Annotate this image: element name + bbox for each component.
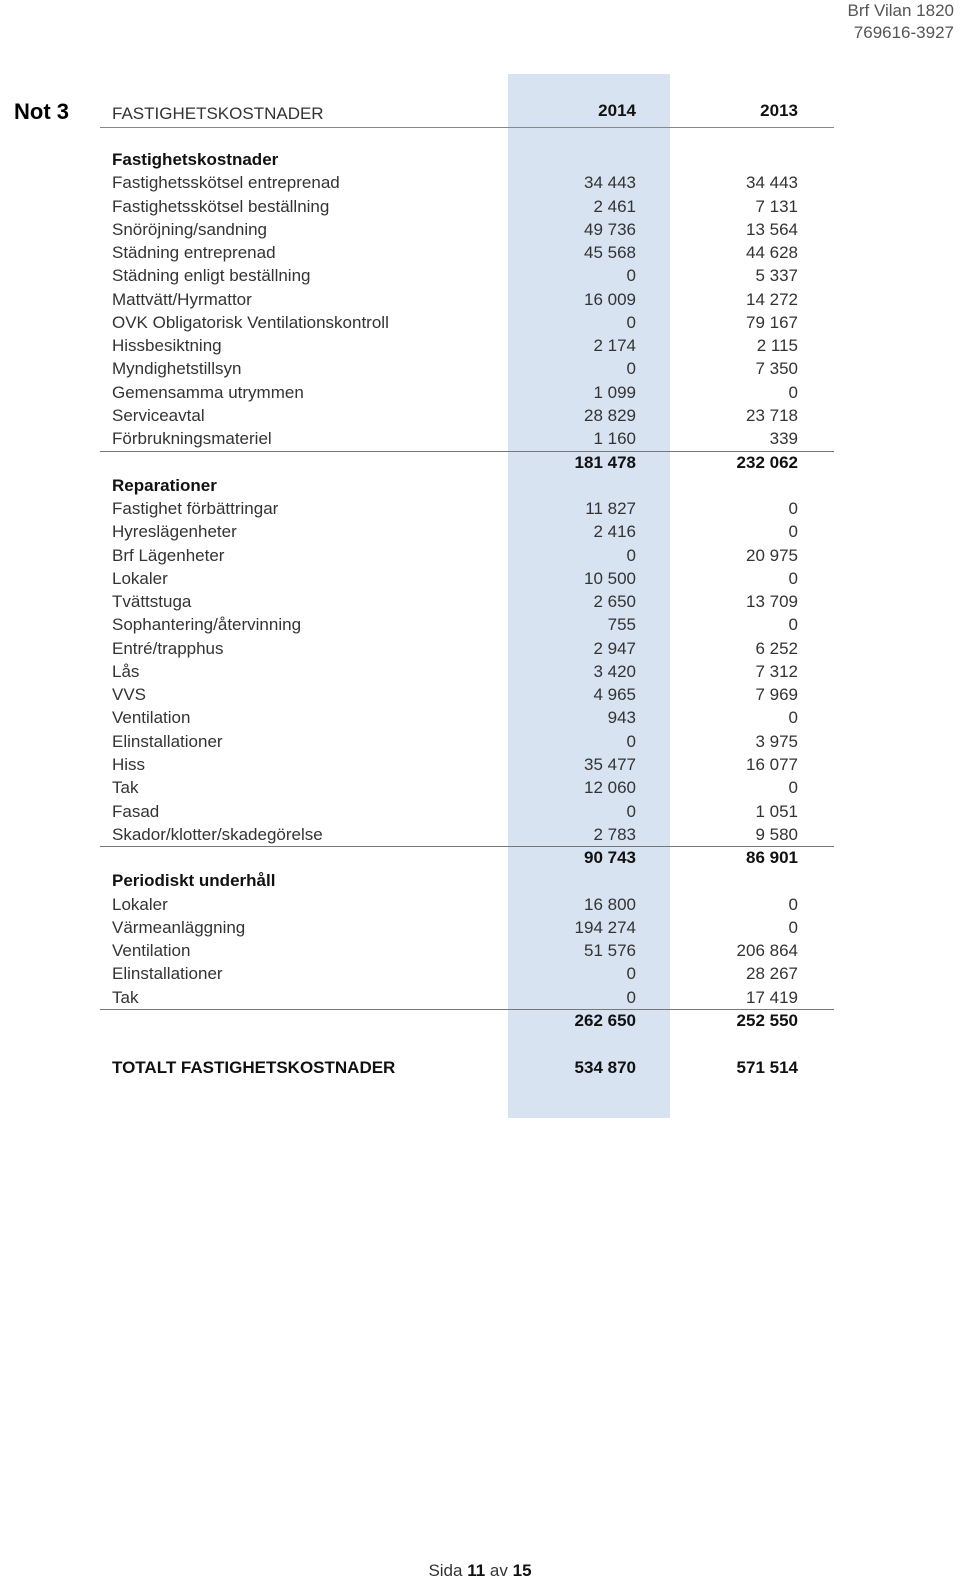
table-row [0,893,960,916]
value-2013: 0 [788,708,798,727]
row-label: Hyreslägenheter [112,522,237,541]
value-2013: 34 443 [746,173,798,192]
table-row [0,171,960,194]
table-row [0,939,960,962]
row-label: Förbrukningsmateriel [112,429,272,448]
row-label: Fastighetsskötsel entreprenad [112,173,340,192]
table-row [0,683,960,706]
value-2014: 16 009 [584,290,636,309]
table-row [0,730,960,753]
footer-page-number: 11 [467,1561,486,1580]
page-footer [0,1561,960,1581]
row-label: Tak [112,778,139,797]
organization-header [848,0,954,44]
row-label: Elinstallationer [112,732,223,751]
value-2013: 44 628 [746,243,798,262]
row-label: Värmeanläggning [112,918,246,937]
table-row [0,195,960,218]
value-2014: 2 461 [593,197,636,216]
table-row [0,381,960,404]
value-2013: 206 864 [736,941,798,960]
value-2013: 571 514 [736,1058,798,1077]
value-2013: 7 312 [755,662,798,681]
value-2014: 10 500 [584,569,636,588]
table-row [0,520,960,543]
table-row [0,962,960,985]
value-2013: 7 350 [755,359,798,378]
value-2013: 16 077 [746,755,798,774]
organization-name: Brf Vilan 1820 [847,1,954,20]
table-row [0,404,960,427]
value-2013: 23 718 [746,406,798,425]
value-2013: 1 051 [755,802,798,821]
value-2013: 28 267 [746,964,798,983]
value-2013: 13 564 [746,220,798,239]
row-label: OVK Obligatorisk Ventilationskontroll [112,313,389,332]
value-2013: 17 419 [746,988,798,1007]
row-label: Skador/klotter/skadegörelse [112,825,323,844]
row-label: TOTALT FASTIGHETSKOSTNADER [112,1058,396,1077]
table-row [0,311,960,334]
value-2014: 28 829 [584,406,636,425]
table-row [0,637,960,660]
row-label: Entré/trapphus [112,639,224,658]
value-2014: 12 060 [584,778,636,797]
row-label: Mattvätt/Hyrmattor [112,290,252,309]
row-label: Lokaler [112,569,168,588]
value-2014: 0 [626,964,636,983]
table-row [0,288,960,311]
table-row [0,427,960,450]
note-title: FASTIGHETSKOSTNADER [112,104,324,123]
note-number: Not 3 [14,99,69,124]
table-row [0,823,960,846]
row-label: Periodiskt underhåll [112,871,276,890]
value-2014: 35 477 [584,755,636,774]
row-label: Snöröjning/sandning [112,220,268,239]
value-2013: 7 969 [755,685,798,704]
value-2013: 6 252 [755,639,798,658]
value-2014: 194 274 [574,918,636,937]
value-2014: 943 [607,708,636,727]
table-row [0,916,960,939]
value-2014: 0 [626,313,636,332]
table-row [0,706,960,729]
row-label: Lokaler [112,895,168,914]
value-2014: 4 965 [593,685,636,704]
row-label: VVS [112,685,147,704]
table-row [0,218,960,241]
table-row [0,567,960,590]
value-2013: 0 [788,778,798,797]
value-2013: 20 975 [746,546,798,565]
value-2014: 0 [626,266,636,285]
value-2013: 14 272 [746,290,798,309]
row-label: Fasad [112,802,160,821]
value-2013: 252 550 [736,1011,798,1030]
value-2013: 0 [788,918,798,937]
row-label: Tvättstuga [112,592,192,611]
value-2013: 232 062 [736,453,798,472]
table-row [0,986,960,1009]
table-row [0,544,960,567]
row-label: Lås [112,662,140,681]
value-2014: 0 [626,802,636,821]
value-2014: 2 947 [593,639,636,658]
value-2014: 2 650 [593,592,636,611]
value-2013: 0 [788,615,798,634]
row-label: Myndighetstillsyn [112,359,242,378]
row-label: Hissbesiktning [112,336,222,355]
row-label: Fastighetskostnader [112,150,279,169]
value-2014: 16 800 [584,895,636,914]
row-label: Ventilation [112,708,191,727]
column-header-2013: 2013 [760,101,798,120]
value-2013: 0 [788,895,798,914]
footer-middle: av [489,1561,508,1580]
value-2014: 34 443 [584,173,636,192]
value-2014: 0 [626,988,636,1007]
table-row [0,800,960,823]
value-2013: 339 [769,429,798,448]
row-label: Gemensamma utrymmen [112,383,304,402]
section-heading [0,869,960,892]
row-label: Hiss [112,755,146,774]
row-label: Serviceavtal [112,406,205,425]
value-2014: 1 160 [593,429,636,448]
row-label: Fastighet förbättringar [112,499,279,518]
row-label: Fastighetsskötsel beställning [112,197,330,216]
value-2013: 79 167 [746,313,798,332]
value-2014: 534 870 [574,1058,636,1077]
value-2014: 181 478 [574,453,636,472]
row-label: Reparationer [112,476,217,495]
value-2014: 755 [607,615,636,634]
table-row [0,357,960,380]
value-2014: 49 736 [584,220,636,239]
row-label: Städning entreprenad [112,243,276,262]
value-2014: 0 [626,732,636,751]
footer-page-total: 15 [512,1561,532,1580]
value-2014: 0 [626,359,636,378]
value-2013: 0 [788,499,798,518]
value-2013: 5 337 [755,266,798,285]
subtotal-row [0,451,960,474]
table-row [0,241,960,264]
table-row [0,590,960,613]
value-2014: 3 420 [593,662,636,681]
value-2013: 3 975 [755,732,798,751]
table-row [0,753,960,776]
row-label: Sophantering/återvinning [112,615,302,634]
value-2013: 9 580 [755,825,798,844]
value-2014: 2 174 [593,336,636,355]
table-row [0,264,960,287]
value-2014: 90 743 [584,848,636,867]
value-2014: 262 650 [574,1011,636,1030]
value-2013: 0 [788,569,798,588]
row-label: Städning enligt beställning [112,266,311,285]
value-2014: 1 099 [593,383,636,402]
organization-number: 769616-3927 [853,23,954,42]
value-2013: 0 [788,522,798,541]
value-2013: 86 901 [746,848,798,867]
table-row [0,660,960,683]
table-row [0,497,960,520]
value-2014: 2 783 [593,825,636,844]
column-header-2014: 2014 [598,101,636,120]
header-divider [100,127,834,128]
row-label: Elinstallationer [112,964,223,983]
table-row [0,776,960,799]
value-2013: 13 709 [746,592,798,611]
value-2014: 2 416 [593,522,636,541]
table-row [0,613,960,636]
subtotal-row [0,846,960,869]
subtotal-row [0,1009,960,1032]
grand-total-row [0,1056,960,1079]
footer-prefix: Sida [428,1561,463,1580]
value-2013: 0 [788,383,798,402]
value-2014: 11 827 [585,499,636,518]
row-label: Tak [112,988,139,1007]
value-2014: 0 [626,546,636,565]
value-2013: 2 115 [756,336,798,355]
section-heading [0,474,960,497]
value-2014: 51 576 [584,941,636,960]
table-row [0,334,960,357]
value-2014: 45 568 [584,243,636,262]
row-label: Ventilation [112,941,191,960]
row-label: Brf Lägenheter [112,546,225,565]
section-heading [0,148,960,171]
value-2013: 7 131 [755,197,798,216]
